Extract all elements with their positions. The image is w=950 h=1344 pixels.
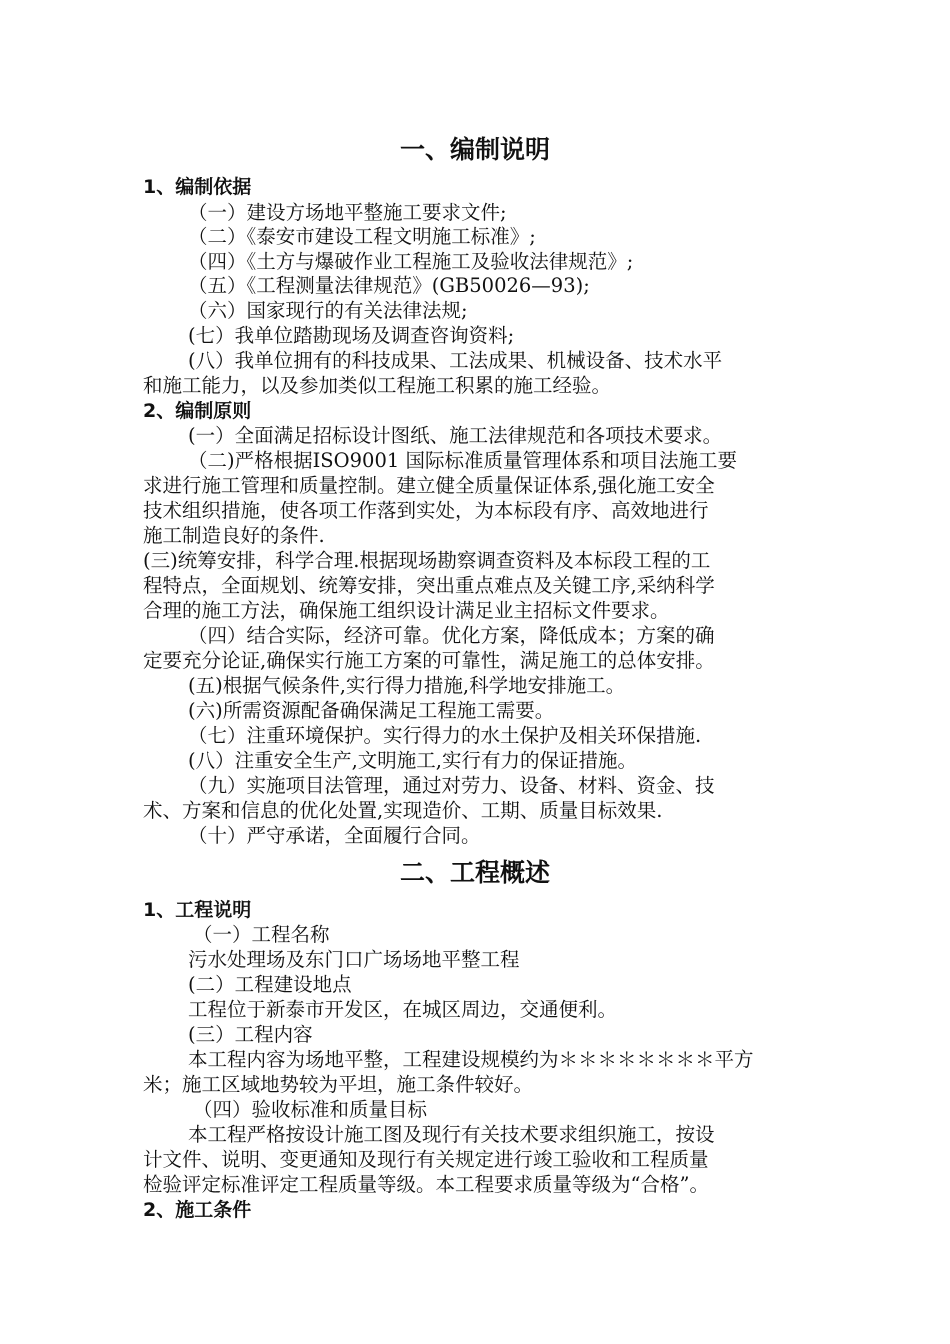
heading-project-description: 1、工程说明 <box>143 899 252 921</box>
principle-line: （九）实施项目法管理，通过对劳力、设备、材料、资金、技 <box>188 774 715 797</box>
principle-line: 合理的施工方法，确保施工组织设计满足业主招标文件要求。 <box>143 599 670 622</box>
principle-line: 求进行施工管理和质量控制。建立健全质量保证体系,强化施工安全 <box>143 474 715 497</box>
principle-line: 定要充分论证,确保实行施工方案的可靠性，满足施工的总体安排。 <box>143 649 715 672</box>
basis-item: （五）《工程测量法律规范》(GB50026—93); <box>188 274 590 297</box>
basis-item: （一）建设方场地平整施工要求文件; <box>188 201 507 224</box>
basis-item: （六）国家现行的有关法律法规; <box>188 299 468 322</box>
overview-line: 检验评定标准评定工程质量等级。本工程要求质量等级为“合格”。 <box>143 1173 709 1196</box>
basis-item: (七）我单位踏勘现场及调查咨询资料; <box>188 324 515 347</box>
principle-line: （七）注重环境保护。实行得力的水土保护及相关环保措施. <box>188 724 702 747</box>
overview-line: 本工程严格按设计施工图及现行有关技术要求组织施工，按设 <box>188 1123 715 1146</box>
heading-compilation-basis: 1、编制依据 <box>143 176 252 198</box>
overview-line: （一）工程名称 <box>193 923 330 946</box>
section-title-compilation: 一、编制说明 <box>399 135 550 164</box>
basis-item: 和施工能力，以及参加类似工程施工积累的施工经验。 <box>143 374 612 397</box>
section-title-overview: 二、工程概述 <box>399 858 550 887</box>
basis-item: （二）《泰安市建设工程文明施工标准》; <box>188 225 536 248</box>
heading-construction-conditions: 2、施工条件 <box>143 1199 252 1221</box>
principle-line: (一）全面满足招标设计图纸、施工法律规范和各项技术要求。 <box>188 424 723 447</box>
principle-line: （十）严守承诺，全面履行合同。 <box>188 824 481 847</box>
overview-line: 本工程内容为场地平整，工程建设规模约为＊＊＊＊＊＊＊＊平方 <box>188 1048 754 1071</box>
overview-line: (三）工程内容 <box>188 1023 313 1046</box>
overview-line: (二）工程建设地点 <box>188 973 352 996</box>
principle-line: （四）结合实际，经济可靠。优化方案，降低成本；方案的确 <box>188 624 715 647</box>
principle-line: 程特点，全面规划、统筹安排，突出重点难点及关键工序,采纳科学 <box>143 574 715 597</box>
overview-line: 污水处理场及东门口广场场地平整工程 <box>188 948 520 971</box>
heading-compilation-principles: 2、编制原则 <box>143 400 252 422</box>
principle-line: 技术组织措施，使各项工作落到实处，为本标段有序、高效地进行 <box>143 499 709 522</box>
principle-line: (六)所需资源配备确保满足工程施工需要。 <box>188 699 555 722</box>
principle-line: 施工制造良好的条件. <box>143 524 325 547</box>
principle-line: (三)统筹安排，科学合理.根据现场勘察调查资料及本标段工程的工 <box>143 549 711 572</box>
principle-line: (五)根据气候条件,实行得力措施,科学地安排施工。 <box>188 674 626 697</box>
principle-line: （二)严格根据ISO9001 国际标准质量管理体系和项目法施工要 <box>188 449 737 472</box>
basis-item: (八）我单位拥有的科技成果、工法成果、机械设备、技术水平 <box>188 349 723 372</box>
basis-item: （四）《土方与爆破作业工程施工及验收法律规范》; <box>188 250 634 273</box>
principle-line: 术、方案和信息的优化处置,实现造价、工期、质量目标效果. <box>143 799 663 822</box>
overview-line: 米；施工区域地势较为平坦，施工条件较好。 <box>143 1073 534 1096</box>
overview-line: （四）验收标准和质量目标 <box>193 1098 428 1121</box>
overview-line: 工程位于新泰市开发区，在城区周边，交通便利。 <box>188 998 618 1021</box>
overview-line: 计文件、说明、变更通知及现行有关规定进行竣工验收和工程质量 <box>143 1148 709 1171</box>
principle-line: (八）注重安全生产,文明施工,实行有力的保证措施。 <box>188 749 638 772</box>
